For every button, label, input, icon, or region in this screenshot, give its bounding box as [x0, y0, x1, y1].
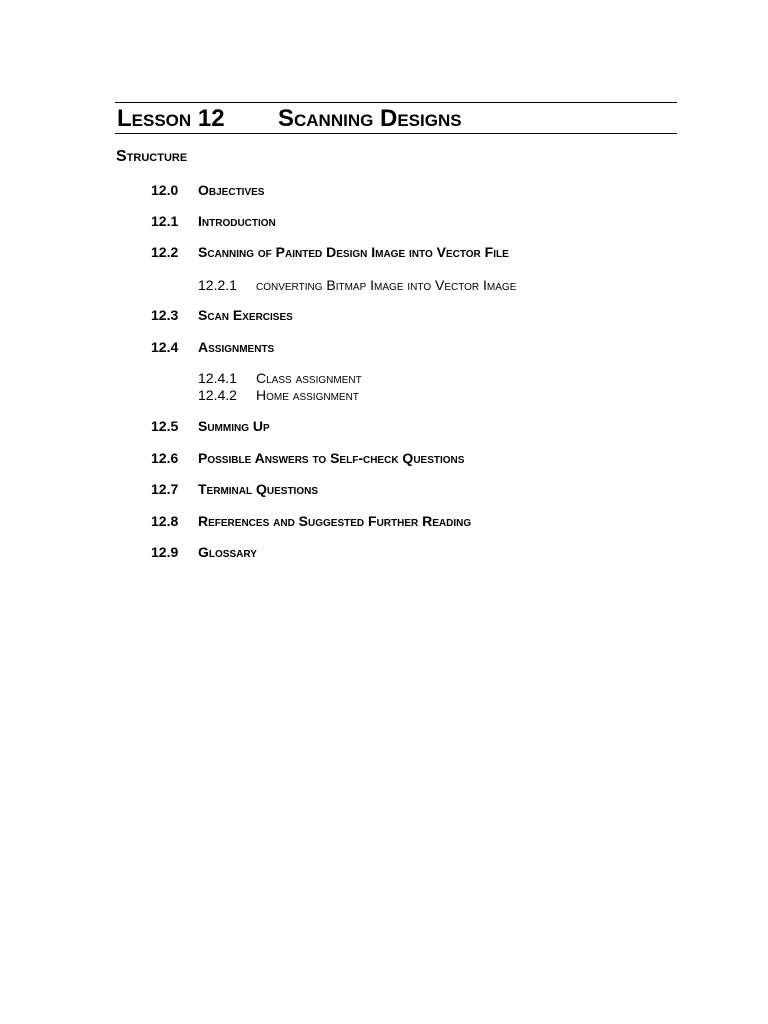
toc-subitem-label: Home assignment: [256, 387, 359, 403]
structure-heading: Structure: [116, 148, 188, 165]
toc-subitem-label: converting Bitmap Image into Vector Image: [256, 277, 517, 293]
toc-subitem-number: 12.4.1: [198, 370, 237, 386]
lesson-title-bar: [115, 102, 677, 134]
toc-label: Objectives: [198, 182, 265, 198]
toc-label: Terminal Questions: [198, 481, 319, 497]
toc-number: 12.0: [151, 182, 179, 198]
toc-label: References and Suggested Further Reading: [198, 513, 472, 529]
toc-number: 12.9: [151, 544, 179, 560]
toc-number: 12.6: [151, 450, 179, 466]
lesson-number: Lesson 12: [117, 105, 225, 132]
lesson-title: Scanning Designs: [278, 105, 462, 132]
toc-label: Introduction: [198, 213, 276, 229]
toc-number: 12.7: [151, 481, 179, 497]
toc-number: 12.8: [151, 513, 179, 529]
toc-number: 12.3: [151, 307, 179, 323]
toc-number: 12.1: [151, 213, 179, 229]
toc-label: Assignments: [198, 339, 275, 355]
toc-subitem-number: 12.2.1: [198, 277, 237, 293]
toc-number: 12.2: [151, 244, 179, 260]
toc-label: Glossary: [198, 544, 257, 560]
toc-number: 12.5: [151, 418, 179, 434]
toc-label: Possible Answers to Self-check Questions: [198, 450, 465, 466]
toc-subitem-label: Class assignment: [256, 370, 362, 386]
toc-label: Summing Up: [198, 418, 270, 434]
toc-number: 12.4: [151, 339, 179, 355]
toc-label: Scanning of Painted Design Image into Vector File: [198, 244, 509, 260]
toc-subitem-number: 12.4.2: [198, 387, 237, 403]
toc-label: Scan Exercises: [198, 307, 293, 323]
